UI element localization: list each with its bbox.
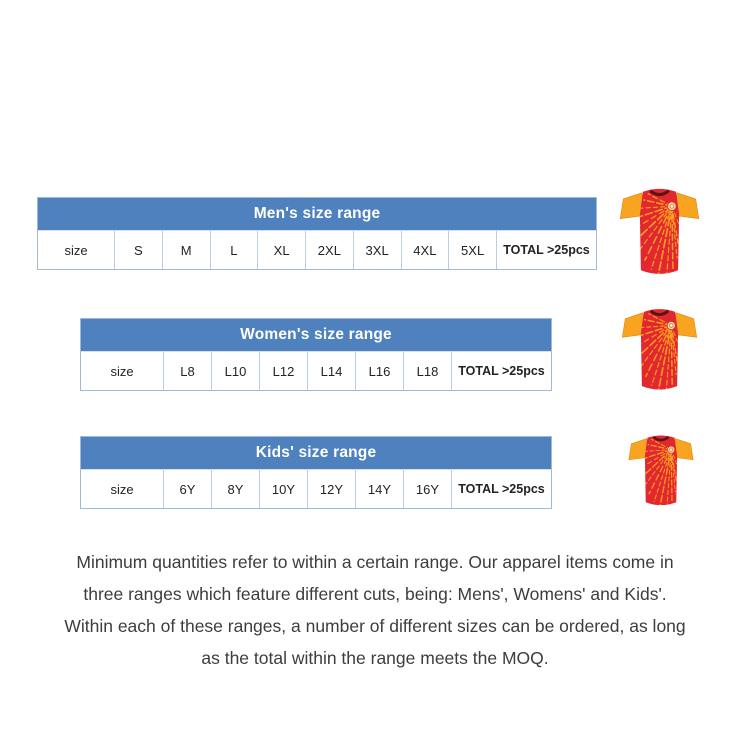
size-option-l14: L14 [307, 352, 355, 390]
kids-table-title: Kids' size range [81, 437, 551, 470]
total-moq-cell: TOTAL >25pcs [496, 231, 596, 269]
size-option-l12: L12 [259, 352, 307, 390]
size-option-2xl: 2XL [305, 231, 353, 269]
size-option-3xl: 3XL [353, 231, 401, 269]
mens-size-table [37, 197, 597, 270]
womens-size-table [80, 318, 552, 391]
size-option-10y: 10Y [259, 470, 307, 508]
size-option-l: L [210, 231, 258, 269]
size-row-label: size [64, 242, 88, 258]
womens-table-row [81, 352, 551, 390]
size-row-label: size [110, 363, 134, 379]
size-option-s: S [114, 231, 162, 269]
womens-table-title: Women's size range [81, 319, 551, 352]
moq-footnote: Minimum quantities refer to within a certain range. Our apparel items come in three ranges which feature different cuts, being: Mens', Womens' and Kids'. Within each of these ranges, a number of different sizes can be ordered, as long as the total within the range meets the MOQ. [64, 552, 686, 668]
total-moq-cell: TOTAL >25pcs [451, 470, 551, 508]
total-moq-cell: TOTAL >25pcs [451, 352, 551, 390]
size-option-16y: 16Y [403, 470, 451, 508]
size-option-6y: 6Y [163, 470, 211, 508]
size-option-12y: 12Y [307, 470, 355, 508]
kids-size-table [80, 436, 552, 509]
size-option-8y: 8Y [211, 470, 259, 508]
womens-jersey-image [613, 304, 706, 394]
kids-jersey-image [621, 431, 701, 509]
size-option-14y: 14Y [355, 470, 403, 508]
size-option-l18: L18 [403, 352, 451, 390]
mens-table-title: Men's size range [38, 198, 596, 231]
mens-jersey-image [613, 183, 706, 279]
size-option-l8: L8 [163, 352, 211, 390]
mens-table-row [38, 231, 596, 269]
kids-table-row [81, 470, 551, 508]
size-option-xl: XL [257, 231, 305, 269]
size-option-4xl: 4XL [401, 231, 449, 269]
size-option-l10: L10 [211, 352, 259, 390]
size-row-label: size [110, 481, 134, 497]
size-option-m: M [162, 231, 210, 269]
size-option-5xl: 5XL [448, 231, 496, 269]
size-option-l16: L16 [355, 352, 403, 390]
